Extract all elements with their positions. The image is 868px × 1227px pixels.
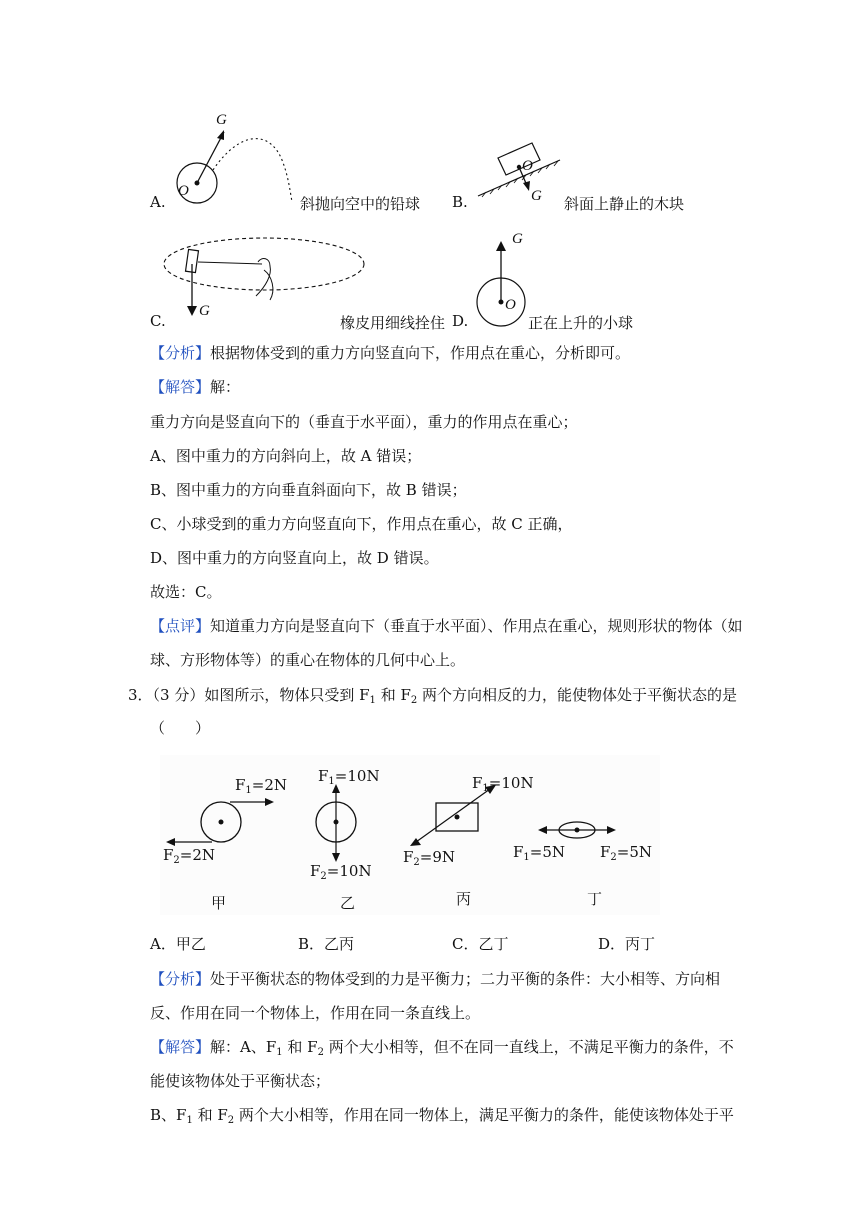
q3-option-a: A．甲乙 (150, 935, 206, 953)
q2-solution-line: B、图中重力的方向垂直斜面向下，故 B 错误； (150, 481, 467, 499)
force-value: =10N (334, 767, 380, 785)
subscript: 2 (227, 1115, 235, 1126)
q3-option-b: B．乙丙 (298, 935, 355, 953)
figure-name-jia: 甲 (211, 894, 227, 912)
force-value: =2N (251, 776, 288, 794)
force-value: =10N (326, 862, 372, 880)
subscript: 2 (610, 852, 617, 863)
yi-f2-label (310, 862, 372, 882)
q2-solution-line: A、图中重力的方向斜向上，故 A 错误； (150, 447, 422, 465)
subscript: 2 (413, 857, 420, 868)
option-c-label: C. (150, 312, 166, 330)
answer-line-b (150, 1104, 734, 1126)
force-value: =9N (419, 848, 456, 866)
force-value: =5N (616, 843, 653, 861)
force-value: =5N (529, 843, 566, 861)
caption-d: 正在上升的小球 (528, 314, 634, 332)
analysis-text: 根据物体受到的重力方向竖直向下，作用点在重心，分析即可。 (210, 344, 631, 362)
ding-f2-label (600, 843, 652, 863)
q2-solution-line: 故选：C。 (150, 583, 222, 601)
subscript: 1 (245, 785, 252, 796)
subscript: 1 (186, 1115, 193, 1126)
q3-stem-part: 两个方向相反的力，能使物体处于平衡状态的是 (417, 686, 738, 704)
ding-f1-label (513, 843, 565, 863)
force-symbol: F (472, 774, 483, 792)
force-symbol: F (235, 776, 246, 794)
q3-stem-part: 如图所示，物体只受到 F (204, 686, 370, 704)
subscript: 2 (320, 871, 327, 882)
subscript: 2 (317, 1047, 324, 1058)
q2-solution-line: 重力方向是竖直向下的（垂直于水平面），重力的作用点在重心； (150, 413, 578, 431)
jia-f1-label (235, 776, 287, 796)
figure-name-ding: 丁 (587, 890, 603, 908)
q3-answer (150, 1036, 734, 1058)
option-a-label: A. (150, 193, 166, 211)
option-b-label: B. (452, 193, 468, 211)
caption-b: 斜面上静止的木块 (564, 195, 685, 213)
force-value: =10N (488, 774, 534, 792)
answer-part: 和 F (282, 1038, 318, 1056)
comment-tag: 【点评】 (150, 617, 211, 635)
subscript: 1 (328, 776, 335, 787)
subscript: 2 (173, 855, 180, 866)
bing-f2-label (403, 848, 455, 868)
q2-solution-line: D、图中重力的方向竖直向上，故 D 错误。 (150, 549, 439, 567)
answer-part: 和 F (192, 1106, 228, 1124)
subscript: 1 (276, 1047, 283, 1058)
answer-text: 解： (210, 378, 241, 396)
force-value: =2N (179, 846, 216, 864)
answer-tag: 【解答】 (150, 1038, 211, 1056)
force-symbol: F (310, 862, 321, 880)
o-label-a: O (178, 183, 189, 199)
force-symbol: F (318, 767, 329, 785)
jia-f2-label (163, 846, 215, 866)
answer-part: 两个大小相等，作用在同一物体上，满足平衡力的条件，能使该物体处于平 (234, 1106, 734, 1124)
subscript: 1 (482, 783, 489, 794)
g-label-a: G (216, 112, 227, 128)
subscript: 1 (369, 695, 376, 706)
q3-number: 3． (128, 686, 153, 704)
force-symbol: F (403, 848, 414, 866)
force-symbol: F (163, 846, 174, 864)
q3-stem-part: 和 F (375, 686, 411, 704)
g-label-d: G (512, 231, 523, 247)
yi-f1-label (318, 767, 380, 787)
g-label-c: G (199, 303, 210, 319)
o-label-b: O (522, 158, 533, 174)
analysis-tag: 【分析】 (150, 970, 211, 988)
option-d-label: D. (452, 312, 469, 330)
caption-a: 斜抛向空中的铅球 (300, 195, 421, 213)
comment-line2: 球、方形物体等）的重心在物体的几何中心上。 (150, 651, 466, 669)
answer-part: 解：A、F (210, 1038, 277, 1056)
force-symbol: F (600, 843, 611, 861)
answer-tag: 【解答】 (150, 378, 211, 396)
answer-part: B、F (150, 1106, 187, 1124)
figure-name-yi: 乙 (340, 894, 356, 912)
bing-f1-label (472, 774, 534, 794)
answer-line2: 能使该物体处于平衡状态； (150, 1072, 331, 1090)
o-label-d: O (505, 297, 516, 313)
g-label-b: G (531, 188, 542, 204)
caption-c: 橡皮用细线拴住 (340, 314, 446, 332)
figure-name-bing: 丙 (456, 890, 472, 908)
analysis-line2: 反、作用在同一个物体上，作用在同一条直线上。 (150, 1004, 481, 1022)
q2-solution-line: C、小球受到的重力方向竖直向下，作用点在重心，故 C 正确， (150, 515, 573, 533)
q3-analysis (150, 968, 720, 989)
analysis-line1: 处于平衡状态的物体受到的力是平衡力；二力平衡的条件：大小相等、方向相 (210, 970, 721, 988)
subscript: 2 (410, 695, 418, 706)
q3-option-d: D．丙丁 (598, 935, 656, 953)
comment-line1: 知道重力方向是竖直向下（垂直于水平面）、作用点在重心，规则形状的物体（如 (210, 617, 743, 635)
analysis-tag: 【分析】 (150, 344, 211, 362)
force-symbol: F (513, 843, 524, 861)
q3-option-c: C．乙丁 (452, 935, 509, 953)
answer-part: 两个大小相等，但不在同一直线上，不满足平衡力的条件，不 (323, 1038, 734, 1056)
q3-score: （3 分） (152, 686, 205, 704)
q3-blank: （ ） (150, 719, 211, 737)
subscript: 1 (523, 852, 530, 863)
